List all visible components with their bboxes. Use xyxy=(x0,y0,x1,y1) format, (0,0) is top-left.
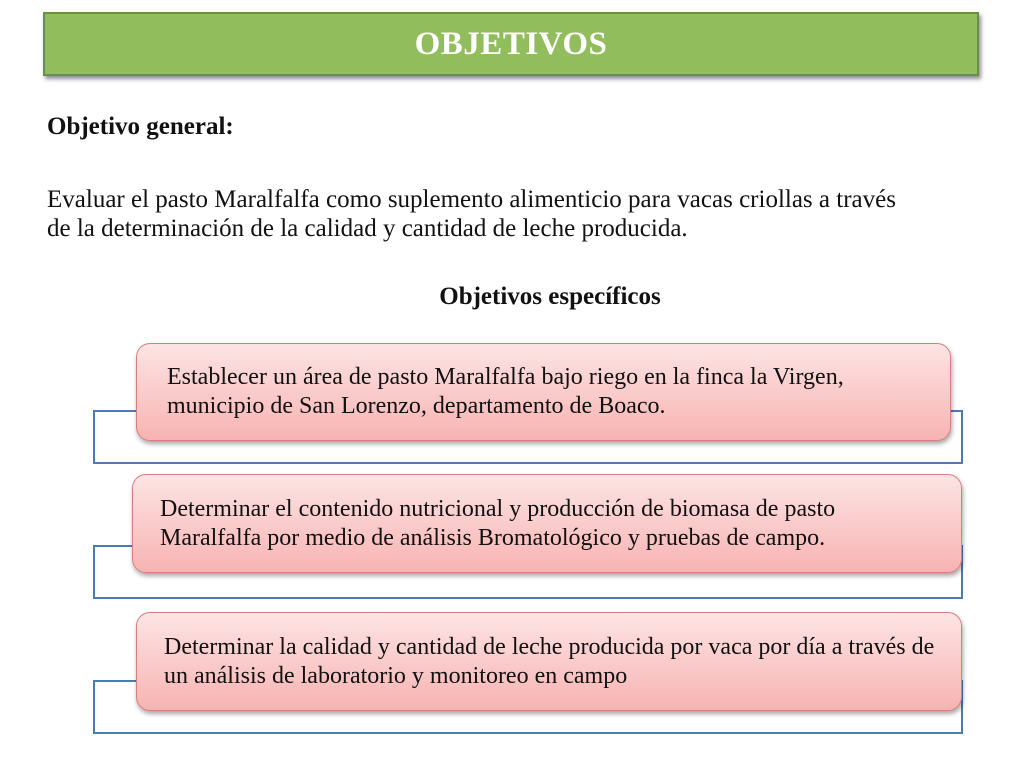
page-title: OBJETIVOS xyxy=(414,25,608,62)
specific-objective-1 xyxy=(136,343,951,441)
specific-objective-2 xyxy=(132,474,962,573)
general-objective-heading: Objetivo general: xyxy=(47,113,234,140)
specific-objectives-heading: Objetivos específicos xyxy=(439,283,661,310)
specific-objective-1-text: Establecer un área de pasto Maralfalfa bajo riego en la finca la Virgen, municipio de San Lorenzo, departamento de Boaco. xyxy=(167,364,844,419)
title-banner xyxy=(43,12,979,76)
specific-objective-2-text: Determinar el contenido nutricional y producción de biomasa de pasto Maralfalfa por medio de análisis Bromatológico y pruebas de campo. xyxy=(160,495,836,551)
specific-objective-3 xyxy=(136,612,962,711)
specific-objective-3-text: Determinar la calidad y cantidad de leche producida por vaca por día a través de un análisis de laboratorio y monitoreo en campo xyxy=(164,633,935,689)
general-objective-text: Evaluar el pasto Maralfalfa como suplemento alimenticio para vacas criollas a través de la determinación de la calidad y cantidad de leche producida. xyxy=(47,186,896,242)
